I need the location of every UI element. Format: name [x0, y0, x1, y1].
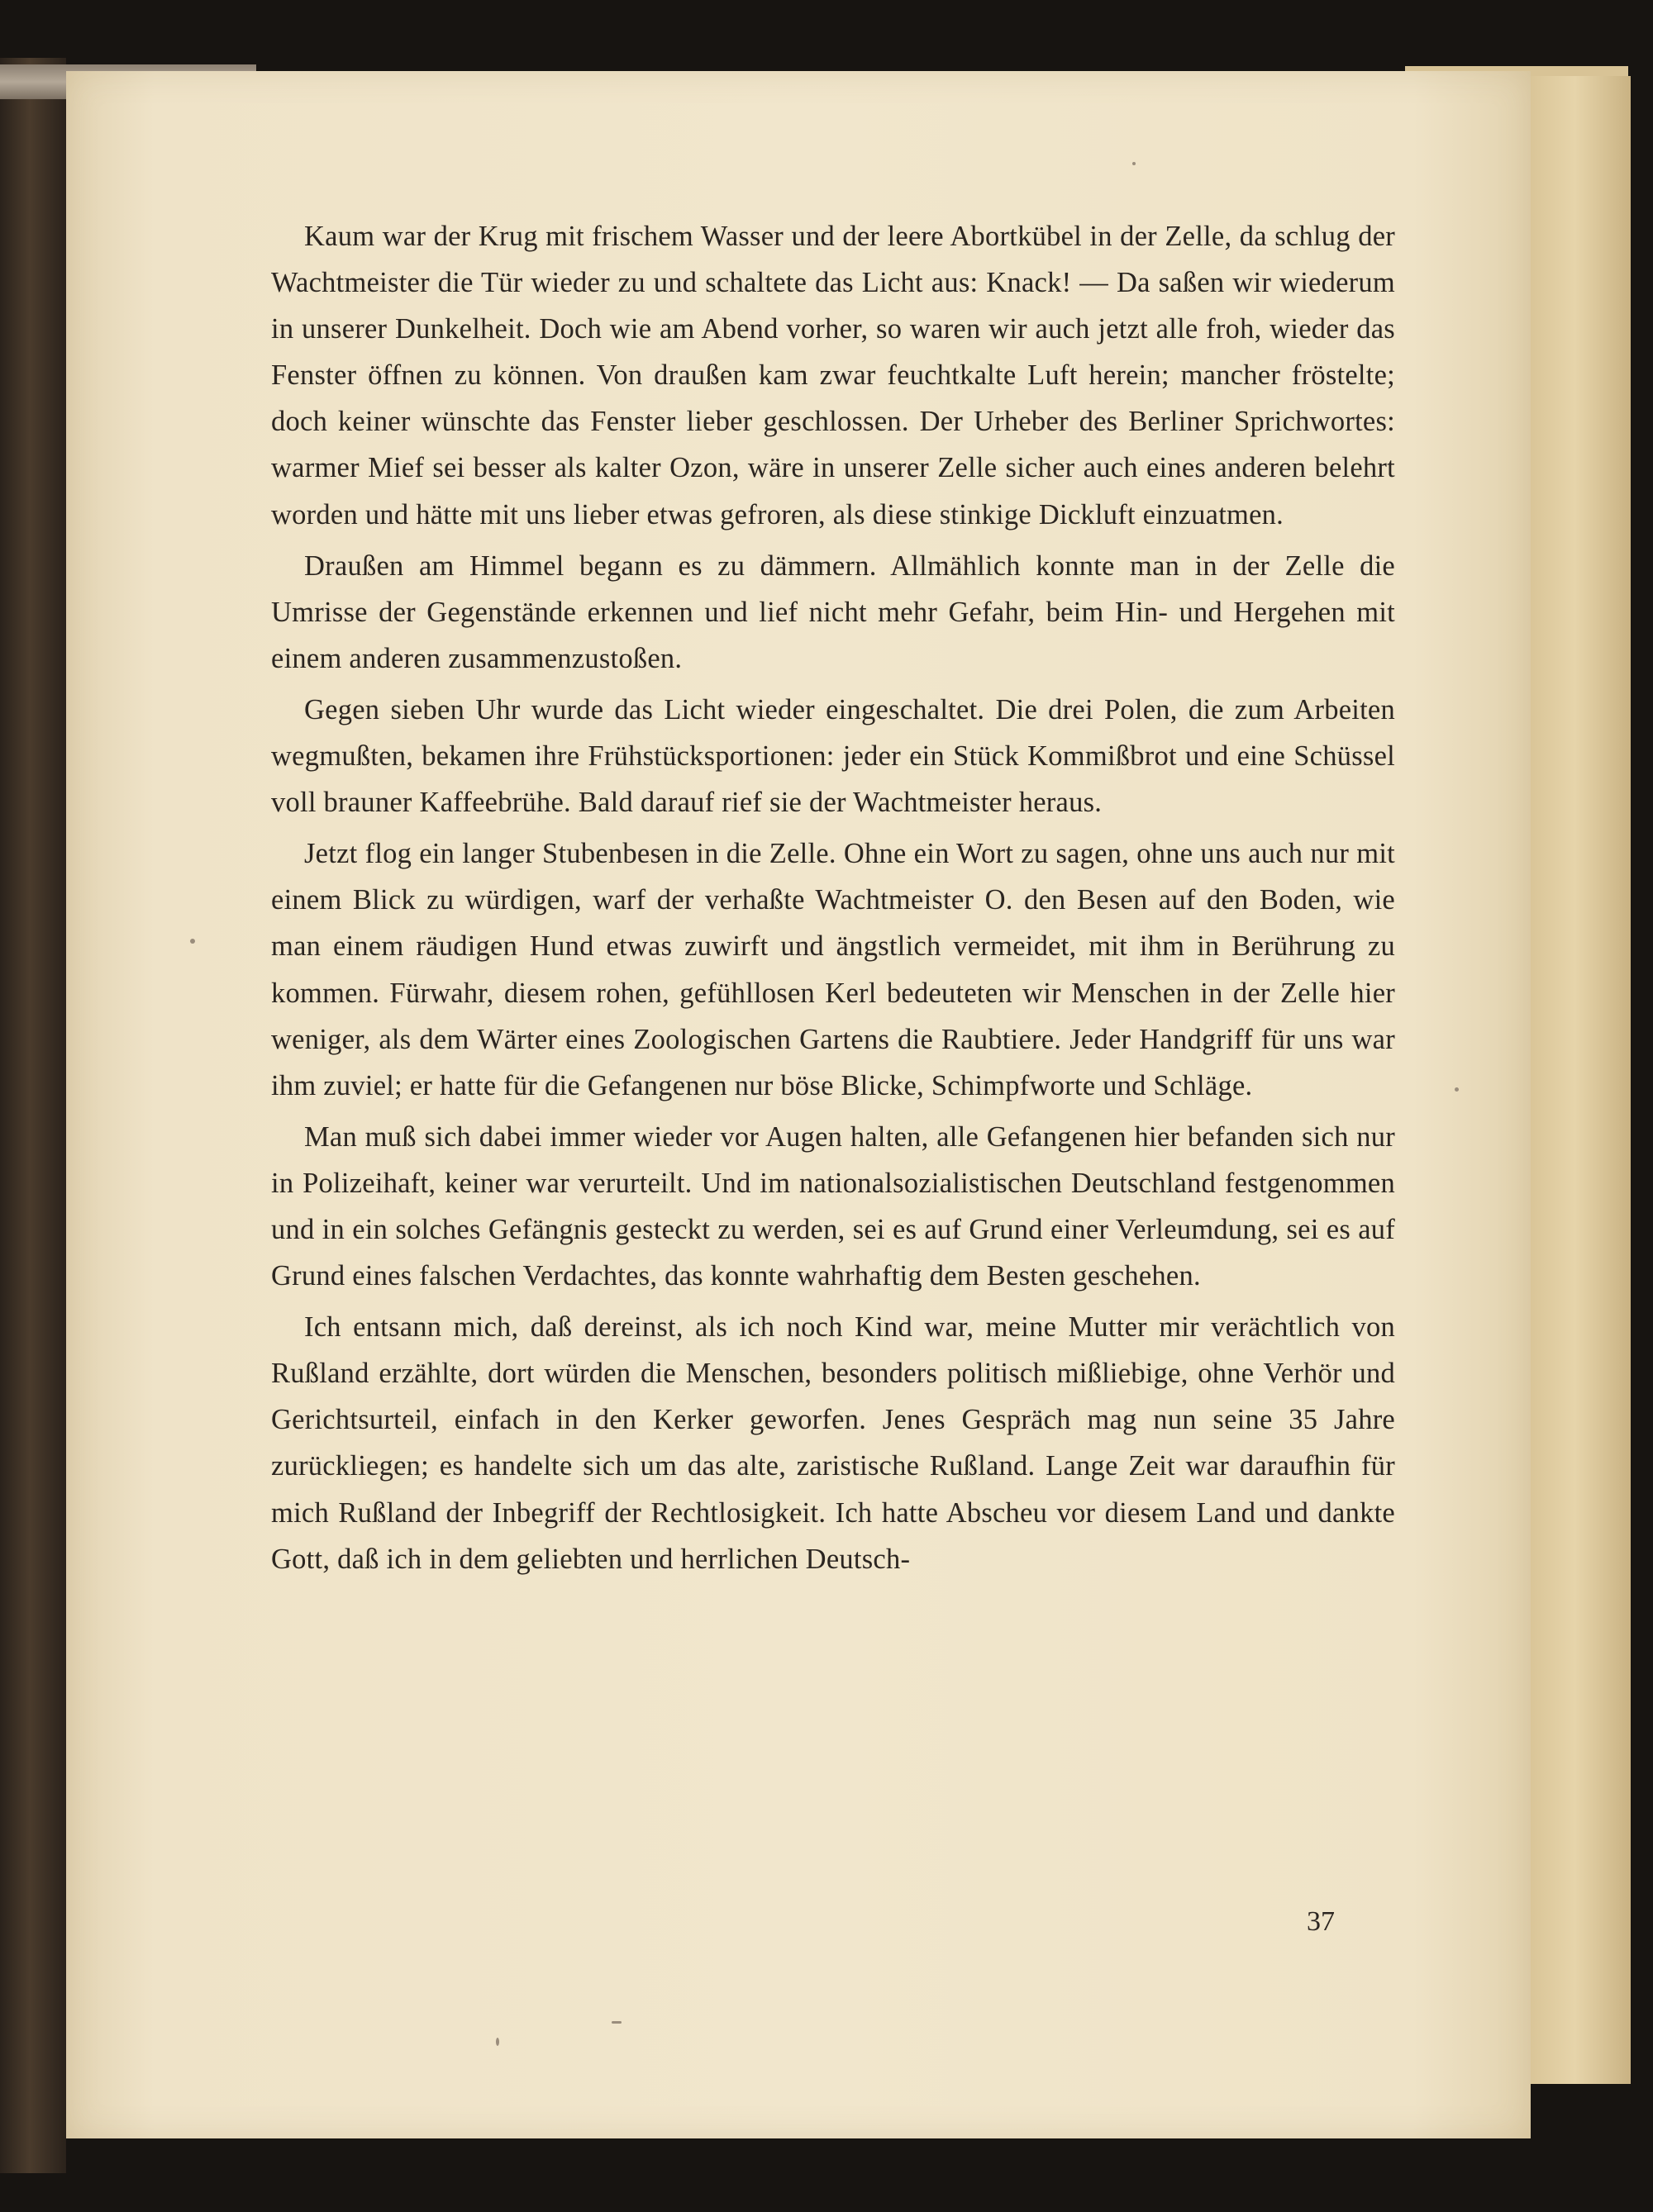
paragraph-1: Kaum war der Krug mit frischem Wasser und der leere Abortkübel in der Zelle, da schlug der Wachtmeister die Tür wieder zu und schaltete das Licht aus: Knack! — Da saßen wir wiederum in unserer Dunkelheit. Doch wie am Abend vorher, so waren wir auch jetzt alle froh, wieder das Fenster öffnen zu können. Von draußen kam zwar feuchtkalte Luft herein; mancher fröstelte; doch keiner wünschte das Fenster lieber geschlossen. Der Urheber des Berliner Sprichwortes: warmer Mief sei besser als kalter Ozon, wäre in unserer Zelle sicher auch eines anderen belehrt worden und hätte mit uns lieber etwas gefroren, als diese stinkige Dickluft einzuatmen. [271, 221, 1395, 530]
book-binding-edge [0, 58, 66, 2173]
paragraph-3: Gegen sieben Uhr wurde das Licht wieder eingeschaltet. Die drei Polen, die zum Arbeiten wegmußten, bekamen ihre Frühstücksportionen: jeder ein Stück Kommißbrot und eine Schüssel voll brauner Kaffeebrühe. Bald darauf rief sie der Wachtmeister heraus. [271, 693, 1395, 819]
paragraph-2: Draußen am Himmel begann es zu dämmern. Allmählich konnte man in der Zelle die Umrisse der Gegenstände erkennen und lief nicht mehr Gefahr, beim Hin- und Hergehen mit einem anderen zusammenzustoßen. [271, 549, 1395, 674]
paper-speck [190, 939, 195, 944]
paragraph-5: Man muß sich dabei immer wieder vor Augen halten, alle Gefangenen hier befanden sich nur in Polizeihaft, keiner war verurteilt. Und im nationalsozialistischen Deutschland festgenommen und in ein solches Gefängnis gesteckt zu werden, sei es auf Grund einer Verleumdung, sei es auf Grund eines falschen Verdachtes, das konnte wahrhaftig dem Besten geschehen. [271, 1120, 1395, 1292]
paper-speck [1132, 162, 1136, 165]
paper-speck [496, 2038, 499, 2046]
paper-speck [1455, 1087, 1459, 1092]
paragraph-6: Ich entsann mich, daß dereinst, als ich noch Kind war, meine Mutter mir verächtlich von Rußland erzählte, dort würden die Menschen, besonders politisch mißliebige, ohne Verhör und Gerichtsurteil, einfach in den Kerker geworfen. Jenes Gespräch mag nun seine 35 Jahre zurückliegen; es handelte sich um das alte, zaristische Rußland. Lange Zeit war daraufhin für mich Rußland der Inbegriff der Rechtlosigkeit. Ich hatte Abscheu vor diesem Land und dankte Gott, daß ich in dem geliebten und herrlichen Deutsch- [271, 1311, 1395, 1575]
page-body-text [271, 213, 1395, 1587]
paragraph-4: Jetzt flog ein langer Stubenbesen in die Zelle. Ohne ein Wort zu sagen, ohne uns auch nur mit einem Blick zu würdigen, warf der verhaßte Wachtmeister O. den Besen auf den Boden, wie man einem räudigen Hund etwas zuwirft und ängstlich vermeidet, mit ihm in Berührung zu kommen. Fürwahr, diesem rohen, gefühllosen Kerl bedeuteten wir Menschen in der Zelle hier weniger, als dem Wärter eines Zoologischen Gartens die Raubtiere. Jeder Handgriff für uns war ihm zuviel; er hatte für die Gefangenen nur böse Blicke, Schimpfworte und Schläge. [271, 838, 1395, 1101]
book-page [66, 71, 1531, 2138]
paper-speck [612, 2021, 622, 2024]
page-number: 37 [1307, 1906, 1335, 1937]
